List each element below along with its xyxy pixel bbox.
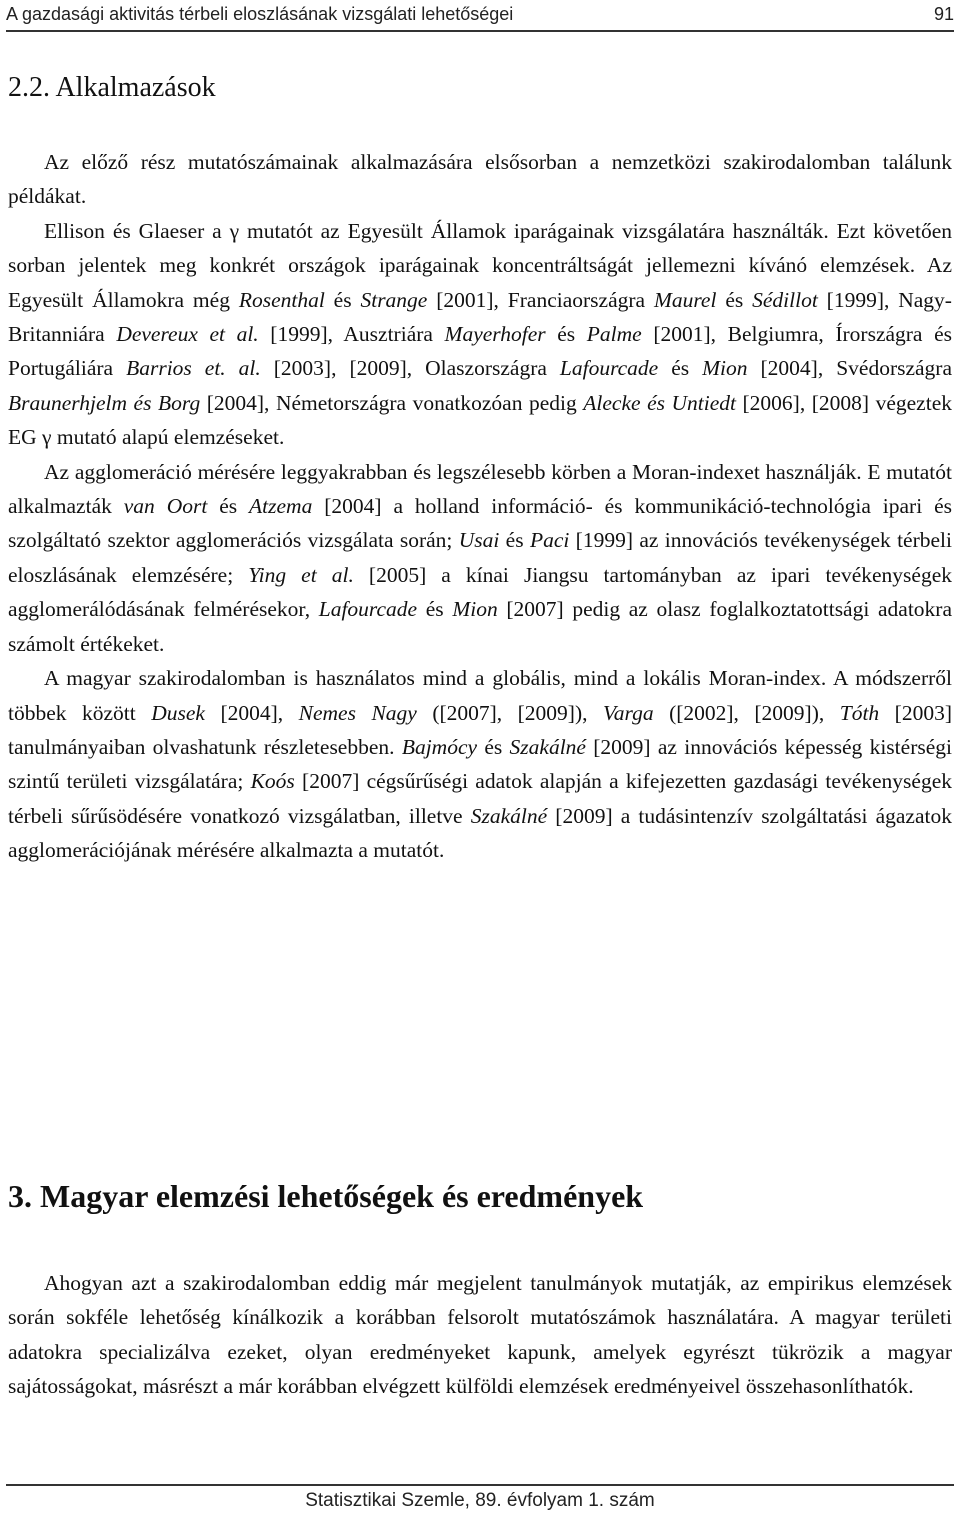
author-citation: Lafourcade — [559, 356, 659, 381]
page-number: 91 — [933, 3, 954, 24]
author-citation: van Oort — [123, 494, 208, 519]
author-citation: Braunerhjelm és Borg — [8, 390, 201, 415]
author-citation: Bajmócy — [401, 734, 478, 759]
author-citation: Tóth — [839, 700, 880, 725]
header-rule — [6, 30, 954, 32]
paragraph-1: Az előző rész mutatószámainak alkalmazására elsősorban a nemzetközi szakirodalomban találunk példákat. — [8, 150, 952, 209]
chapter-heading: 3. Magyar elemzési lehetőségek és eredmények — [8, 1178, 644, 1214]
author-citation: Paci — [529, 528, 570, 553]
author-citation: Maurel — [653, 287, 717, 312]
paragraph-4: A magyar szakirodalomban is használatos mind a globális, mind a lokális Moran-index. A módszerről többek között Dusek [2004], Nemes Nagy ([2007], [2009]), Varga ([2002], [2009]), Tóth [2003] tanulmányaiban olvashatunk részletesebben. Bajmócy és Szakálné [2009] az innovációs képesség kistérségi szintű területi vizsgálatára; Koós [2007] cégsűrűségi adatok alapján a kifejezetten gazdasági tevékenységek térbeli sűrűsödésére vonatkozó vizsgálatban, illetve Szakálné [2009] a tudásintenzív szolgáltatási ágazatok agglomerációjának mérésére alkalmazta a mutatót. — [8, 666, 952, 863]
paragraph-5: Ahogyan azt a szakirodalomban eddig már megjelent tanulmányok mutatják, az empirikus elemzések során sokféle lehetőség kínálkozik a korábban felsorolt mutatószámok használatára. A magyar területi adatokra specializálva ezeket, olyan eredményeket kapunk, amelyek egyrészt tükrözik a magyar sajátosságokat, másrészt a már korábban elvégzett külföldi elemzések eredményeivel összehasonlíthatók. — [8, 1271, 952, 1399]
paragraph-2: Ellison és Glaeser a γ mutatót az Egyesült Államok iparágainak vizsgálatára használták. Ezt követően sorban jelentek meg konkrét országok iparágainak koncentráltságát jellemezni kívánó elemzések. Az Egyesült Államokra még Rosenthal és Strange [2001], Franciaországra Maurel és Sédillot [1999], Nagy-Britanniára Devereux et al. [1999], Ausztriára Mayerhofer és Palme [2001], Belgiumra, Írországra és Portugáliára Barrios et. al. [2003], [2009], Olaszországra Lafourcade és Mion [2004], Svédországra Braunerhjelm és Borg [2004], Németországra vonatkozóan pedig Alecke és Untiedt [2006], [2008] végeztek EG γ mutató alapú elemzéseket. — [8, 218, 953, 450]
section-heading-applications: 2.2. Alkalmazások — [8, 72, 216, 103]
author-citation: Sédillot — [752, 287, 818, 312]
author-citation: Varga — [603, 700, 654, 725]
author-citation: Usai — [458, 528, 500, 553]
author-citation: Mion — [702, 356, 748, 381]
author-citation: Nemes Nagy — [298, 700, 417, 725]
author-citation: Lafourcade — [318, 597, 418, 622]
author-citation: Strange — [360, 287, 428, 312]
section-3-body — [8, 1266, 952, 1404]
paragraph-3: Az agglomeráció mérésére leggyakrabban és legszélesebb körben a Moran-indexet használják. E mutatót alkalmazták van Oort és Atzema [2004] a holland információ- és kommunikáció-technológia ipari és szolgáltató szektor agglomerációs vizsgálata során; Usai és Paci [1999] az innovációs tevékenységek térbeli eloszlásának elemzésére; Ying et al. [2005] a kínai Jiangsu tartományban az ipari tevékenységek agglomerálódásának felmérésekor, Lafourcade és Mion [2007] pedig az olasz foglalkoztatottsági adatokra számolt értékeket. — [8, 459, 953, 656]
author-citation: Rosenthal — [238, 287, 325, 312]
author-citation: Ying et al. — [248, 562, 354, 587]
author-citation: Dusek — [151, 700, 205, 725]
author-citation: Mayerhofer — [444, 322, 546, 347]
journal-footer: Statisztikai Szemle, 89. évfolyam 1. szám — [305, 1490, 655, 1511]
author-citation: Atzema — [249, 494, 313, 519]
author-citation: Koós — [250, 769, 295, 794]
author-citation: Palme — [586, 322, 642, 347]
running-title: A gazdasági aktivitás térbeli eloszlásának vizsgálati lehetőségei — [6, 3, 514, 24]
author-citation: Barrios et. al. — [126, 356, 261, 381]
author-citation: Szakálné — [470, 803, 548, 828]
author-citation: Mion — [452, 597, 498, 622]
author-citation: Devereux et al. — [116, 322, 259, 347]
footer-rule — [6, 1484, 954, 1486]
author-citation: Alecke és Untiedt — [583, 390, 736, 415]
author-citation: Szakálné — [509, 734, 586, 759]
running-header — [6, 0, 954, 28]
section-2-2-body — [8, 145, 952, 868]
